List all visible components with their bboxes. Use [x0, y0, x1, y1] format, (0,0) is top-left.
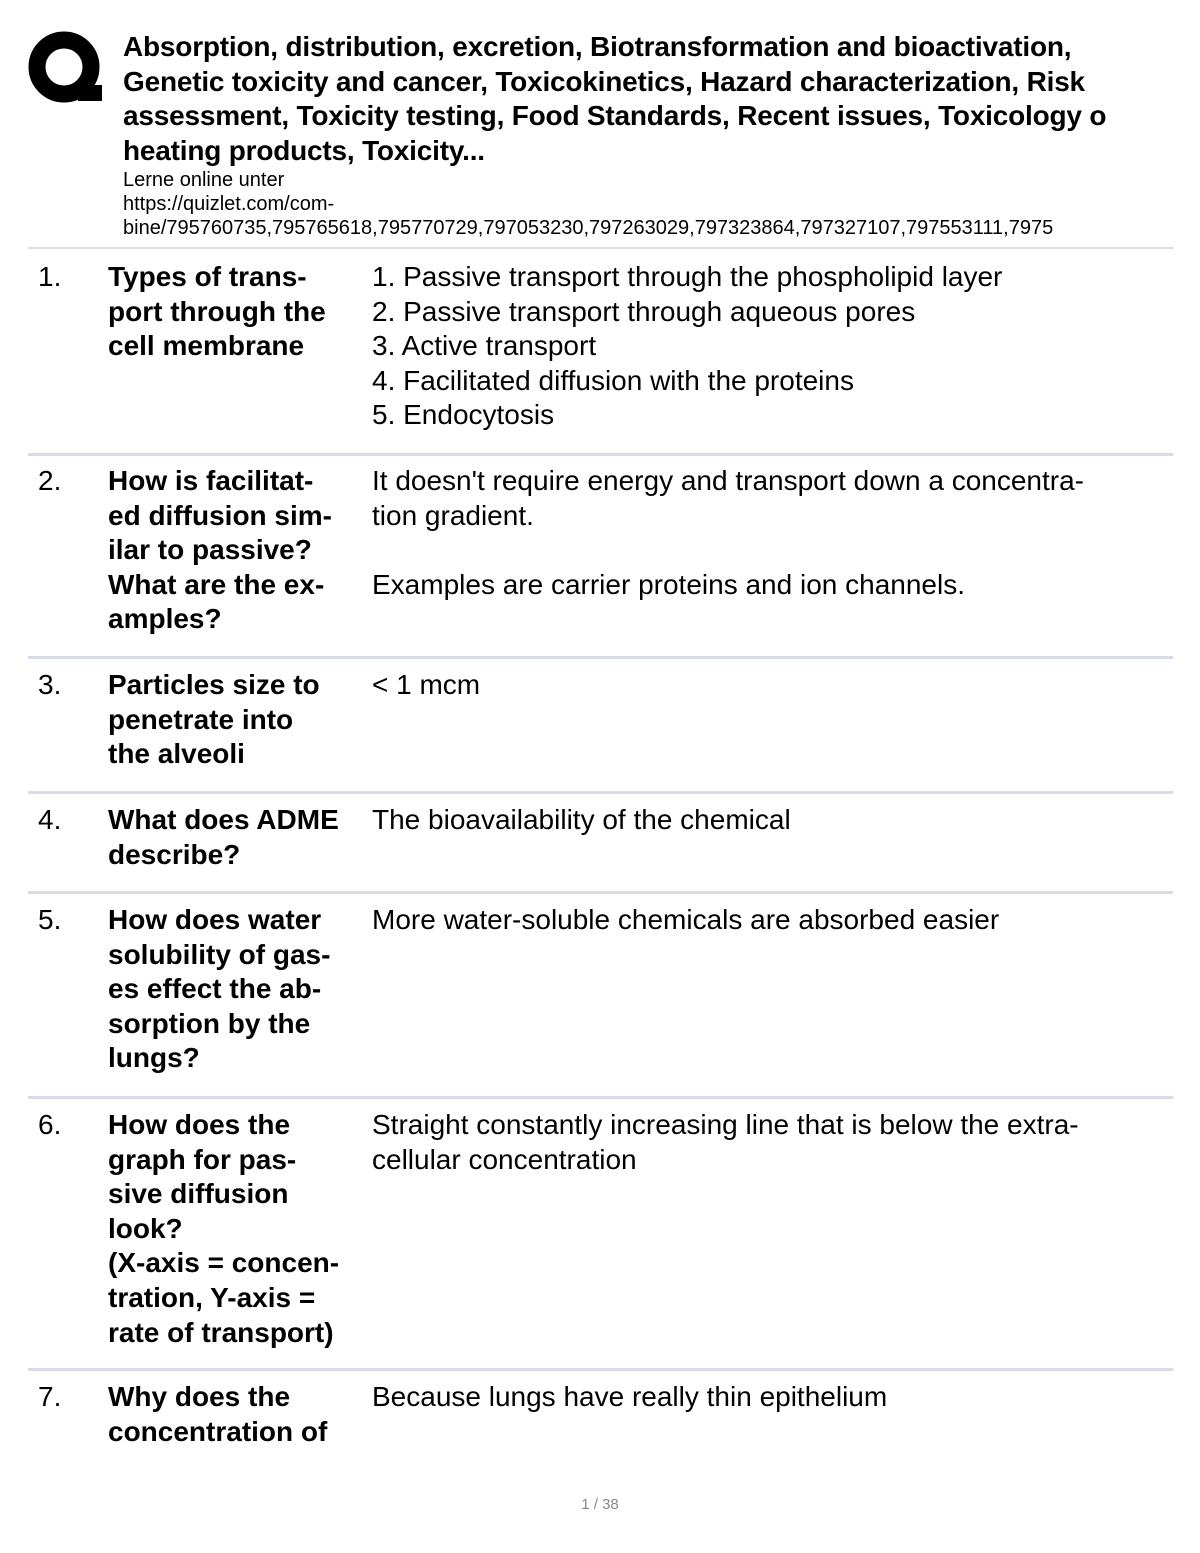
term-line: Why does the	[108, 1381, 291, 1412]
card-number: 5.	[38, 904, 62, 935]
term-line: concentration of	[108, 1415, 328, 1447]
source-url-line[interactable]: bine/795760735,795765618,795770729,797053230,797263029,797323864,797327107,797553111,7975	[123, 217, 1054, 239]
title-line: heating products, Toxicity...	[123, 134, 485, 166]
term-line: Types of trans-	[108, 261, 307, 292]
card-number: 6.	[38, 1109, 62, 1140]
learn-online-label: Lerne online unter	[123, 169, 285, 191]
definition-line: tion gradient.	[372, 499, 534, 531]
card-definition	[372, 803, 1182, 838]
term-line: sive diffusion	[108, 1178, 289, 1210]
card-number: 2.	[38, 465, 62, 496]
card-term	[108, 260, 370, 364]
definition-line: More water-soluble chemicals are absorbed easier	[372, 904, 1000, 935]
card-term	[108, 1380, 370, 1449]
card-divider	[28, 453, 1173, 456]
definition-line: Examples are carrier proteins and ion channels.	[372, 568, 965, 600]
card-term	[108, 803, 370, 872]
card-divider	[28, 791, 1173, 794]
card-divider	[28, 891, 1173, 894]
card-definition	[372, 1108, 1182, 1177]
card-number: 1.	[38, 261, 62, 292]
term-line: lungs?	[108, 1042, 200, 1074]
term-line: What are the ex-	[108, 568, 325, 600]
term-line: describe?	[108, 838, 241, 870]
definition-line: 4. Facilitated diffusion with the proteins	[372, 364, 854, 396]
definition-line: cellular concentration	[372, 1143, 637, 1175]
card-divider	[28, 1368, 1173, 1371]
definition-line: < 1 mcm	[372, 669, 481, 700]
term-line: the alveoli	[108, 738, 245, 770]
source-info	[123, 168, 1200, 240]
term-line: tration, Y-axis =	[108, 1281, 316, 1313]
definition-line: Because lungs have really thin epithelium	[372, 1381, 888, 1412]
card-definition	[372, 260, 1182, 433]
definition-line: 1. Passive transport through the phospholipid layer	[372, 261, 1003, 292]
card-term	[108, 668, 370, 772]
term-line: (X-axis = concen-	[108, 1247, 340, 1279]
term-line: Particles size to	[108, 669, 320, 700]
definition-line: 3. Active transport	[372, 330, 597, 362]
card-number: 4.	[38, 804, 62, 835]
term-line: cell membrane	[108, 330, 305, 362]
card-definition	[372, 903, 1182, 938]
card-term	[108, 464, 370, 637]
definition-line: It doesn't require energy and transport down a concentra-	[372, 465, 1084, 496]
term-line: penetrate into	[108, 703, 294, 735]
term-line: solubility of gas-	[108, 938, 331, 970]
term-line: How does water	[108, 904, 322, 935]
term-line: es effect the ab-	[108, 973, 322, 1005]
definition-line	[372, 533, 1182, 568]
term-line: rate of transport)	[108, 1316, 334, 1348]
term-line: graph for pas-	[108, 1143, 297, 1175]
source-url-line[interactable]: https://quizlet.com/com-	[123, 193, 335, 215]
card-number: 3.	[38, 669, 62, 700]
title-line: Genetic toxicity and cancer, Toxicokinetics, Hazard characterization, Risk	[123, 65, 1085, 97]
header-text	[123, 30, 1200, 240]
card-term	[108, 1108, 370, 1350]
term-line: How is facilitat-	[108, 465, 314, 496]
document-header	[0, 0, 1200, 250]
card-number: 7.	[38, 1381, 62, 1412]
definition-line: The bioavailability of the chemical	[372, 804, 791, 835]
term-line: How does the	[108, 1109, 291, 1140]
term-line: sorption by the	[108, 1007, 311, 1039]
card-divider	[28, 656, 1173, 659]
term-line: port through the	[108, 295, 326, 327]
header-divider	[28, 247, 1173, 249]
document-title	[123, 30, 1200, 168]
definition-line: 5. Endocytosis	[372, 399, 555, 431]
definition-line: 2. Passive transport through aqueous pores	[372, 295, 916, 327]
quizlet-logo-icon	[28, 30, 104, 106]
card-divider	[28, 1096, 1173, 1099]
card-definition	[372, 668, 1182, 703]
page-number: 1 / 38	[581, 1496, 619, 1513]
term-line: look?	[108, 1212, 183, 1244]
term-line: What does ADME	[108, 804, 339, 835]
term-line: ed diffusion sim-	[108, 499, 332, 531]
term-line: amples?	[108, 603, 222, 635]
definition-line: Straight constantly increasing line that is below the extra-	[372, 1109, 1079, 1140]
title-line: assessment, Toxicity testing, Food Standards, Recent issues, Toxicology o	[123, 100, 1107, 131]
card-definition	[372, 1380, 1182, 1415]
card-term	[108, 903, 370, 1076]
term-line: ilar to passive?	[108, 534, 312, 566]
card-definition	[372, 464, 1182, 602]
title-line: Absorption, distribution, excretion, Biotransformation and bioactivation,	[123, 31, 1072, 62]
